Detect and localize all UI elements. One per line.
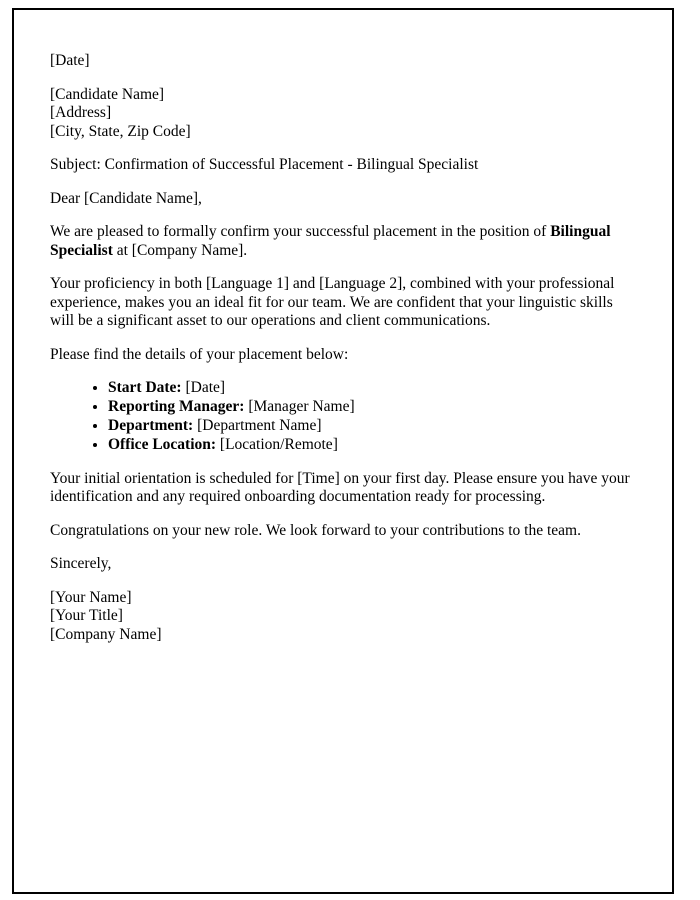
detail-reporting-manager-label: Reporting Manager: [108, 398, 245, 415]
detail-department-value: [Department Name] [193, 417, 322, 434]
confirmation-text-start: We are pleased to formally confirm your successful placement in the position of [50, 223, 551, 240]
paragraph-confirmation [50, 223, 636, 260]
signature-title: [Your Title] [50, 607, 123, 624]
recipient-name: [Candidate Name] [50, 85, 165, 103]
subject-line: Subject: Confirmation of Successful Placement - Bilingual Specialist [50, 156, 479, 173]
paragraph-proficiency: Your proficiency in both [Language 1] and [Language 2], combined with your professional experience, makes you an ideal fit for our team. We are confident that your linguistic skills will be a significant asset to our operations and client communications. [50, 275, 615, 329]
letter-body [14, 10, 672, 644]
paragraph-orientation: Your initial orientation is scheduled for [Time] on your first day. Please ensure you have your identification and any required onboarding documentation ready for processing. [50, 469, 630, 505]
detail-department [108, 417, 636, 436]
letter-page [12, 8, 674, 894]
closing: Sincerely, [50, 555, 112, 572]
signature-company: [Company Name] [50, 625, 162, 643]
paragraph-details-intro: Please find the details of your placement below: [50, 345, 349, 363]
detail-reporting-manager [108, 398, 636, 417]
detail-office-location [108, 436, 636, 455]
detail-start-date-label: Start Date: [108, 379, 182, 396]
recipient-city-state-zip: [City, State, Zip Code] [50, 122, 191, 140]
detail-start-date [108, 379, 636, 398]
confirmation-text-end: at [Company Name]. [112, 241, 248, 259]
paragraph-congratulations: Congratulations on your new role. We look forward to your contributions to the team. [50, 521, 581, 539]
signature-name: [Your Name] [50, 588, 132, 606]
detail-office-location-value: [Location/Remote] [216, 436, 338, 453]
recipient-address: [Address] [50, 104, 112, 121]
signature-block [50, 589, 636, 645]
detail-start-date-value: [Date] [181, 379, 226, 396]
date-line: [Date] [50, 52, 90, 69]
recipient-block [50, 86, 636, 142]
placement-details-list [50, 379, 636, 455]
detail-reporting-manager-value: [Manager Name] [244, 398, 355, 415]
salutation: Dear [Candidate Name], [50, 189, 202, 207]
detail-department-label: Department: [108, 417, 194, 434]
confirmation-position-bold: Bilingual Specialist [50, 223, 611, 259]
detail-office-location-label: Office Location: [108, 436, 217, 453]
